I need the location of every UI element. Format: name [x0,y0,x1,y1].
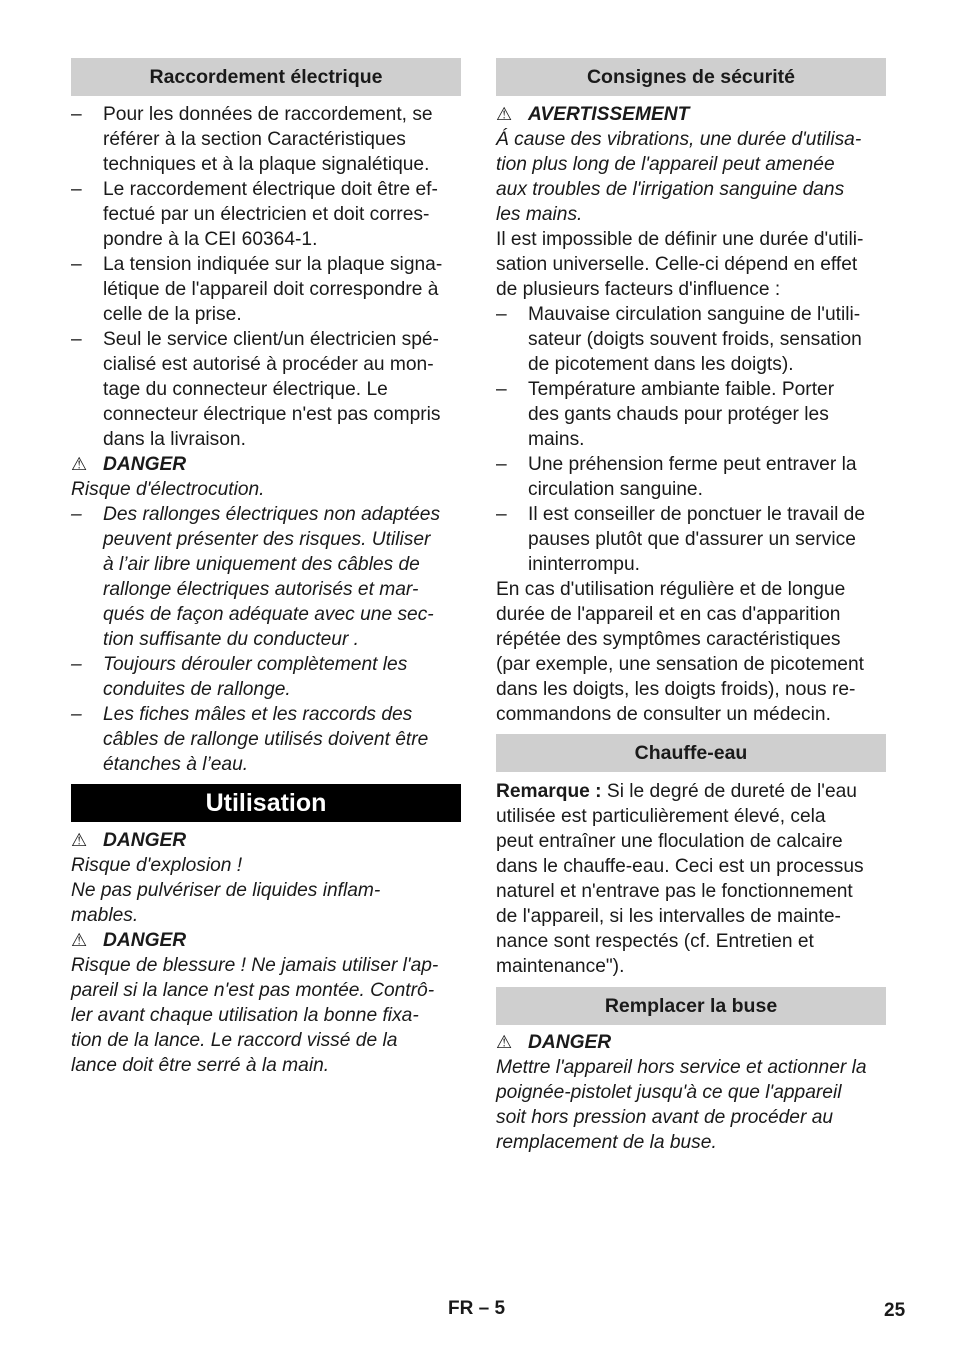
list-item: – Une préhension ferme peut entraver la circulation sanguine. [496,452,886,502]
danger-heading: ⚠ DANGER [71,930,187,951]
text-line: Une préhension ferme peut entraver la [528,454,857,475]
danger-text [71,853,461,928]
text-line: rallonge électriques autorisés et mar- [103,579,419,600]
text-line: peuvent présenter des risques. Utiliser [103,529,431,550]
text-line: pauses plutôt que d'assurer un service [528,529,856,550]
text-line: poignée-pistolet jusqu'à ce que l'appareil [496,1082,842,1103]
text-line: La tension indiquée sur la plaque signa- [103,254,443,275]
text-line: pareil si la lance n'est pas montée. Contrô- [71,980,435,1001]
text-line: remplacement de la buse. [496,1132,717,1153]
list-item: – La tension indiquée sur la plaque signa- létique de l'appareil doit correspondre à celle de la prise. [71,252,461,327]
text-line: celle de la prise. [103,304,242,325]
text-line: Le raccordement électrique doit être ef- [103,179,438,200]
warning-triangle-icon: ⚠ [71,830,88,850]
text-line: fectué par un électricien et doit corres- [103,204,430,225]
text-line: ler avant chaque utilisation la bonne fixa- [71,1005,419,1026]
text-line: En cas d'utilisation régulière et de longue [496,579,846,600]
page-number: 25 [884,1300,906,1321]
list-item: – Seul le service client/un électricien spé- cialisé est autorisé à procéder au mon- tage du connecteur électrique. Le connecteur électrique n'est pas compris dans la livraison. [71,327,461,452]
warning-heading: ⚠ AVERTISSEMENT [496,104,690,125]
text-line: Á cause des vibrations, une durée d'utilisa- [496,129,862,150]
right-column [496,58,886,1155]
text-line: Seul le service client/un électricien spé- [103,329,439,350]
text-line: qués de façon adéquate avec une sec- [103,604,434,625]
text-line: ininterrompu. [528,554,640,575]
text-line: Risque de blessure ! Ne jamais utiliser l'ap- [71,955,439,976]
danger-text [496,1055,886,1155]
text-line: Mettre l'appareil hors service et actionner la [496,1057,867,1078]
text-line: Toujours dérouler complètement les [103,654,408,675]
text-line: aux troubles de l'irrigation sanguine dans [496,179,845,200]
list-item: – Le raccordement électrique doit être ef- fectué par un électricien et doit corres- pondre à la CEI 60364-1. [71,177,461,252]
text-line: Des rallonges électriques non adaptées [103,504,441,525]
text-line: naturel et n'entrave pas le fonctionnement [496,881,853,902]
list-item: – Mauvaise circulation sanguine de l'utili- sateur (doigts souvent froids, sensation de picotement dans les doigts). [496,302,886,377]
text-line: cialisé est autorisé à procéder au mon- [103,354,434,375]
text-line: Température ambiante faible. Porter [528,379,835,400]
consignes-bullets [496,302,886,577]
paragraph [496,227,886,302]
text-line: Il est impossible de définir une durée d'utili- [496,229,864,250]
warning-triangle-icon: ⚠ [496,104,513,124]
paragraph [496,577,886,727]
text-line: de picotement dans les doigts). [528,354,794,375]
text-line: commandons de consulter un médecin. [496,704,831,725]
text-line: dans la livraison. [103,429,246,450]
text-line: sation universelle. Celle-ci dépend en effet [496,254,858,275]
text-line: techniques et à la plaque signalétique. [103,154,430,175]
section-title-utilisation: Utilisation [71,784,461,822]
text-line: tion plus long de l'appareil peut amenée [496,154,835,175]
list-item: – Pour les données de raccordement, se référer à la section Caractéristiques techniques et à la plaque signalétique. [71,102,461,177]
text-line: Pour les données de raccordement, se [103,104,433,125]
note-label: Remarque : [496,781,602,802]
text-line: les mains. [496,204,583,225]
text-line: de plusieurs facteurs d'influence : [496,279,781,300]
text-line: tion suffisante du conducteur . [103,629,359,650]
warning-triangle-icon: ⚠ [71,454,88,474]
text-line: circulation sanguine. [528,479,703,500]
warning-triangle-icon: ⚠ [71,930,88,950]
text-line: nance sont respectés (cf. Entretien et [496,931,814,952]
danger-bullets [71,502,461,777]
text-line: Les fiches mâles et les raccords des [103,704,413,725]
text-line: peut entraîner une floculation de calcaire [496,831,843,852]
text-line: durée de l'appareil et en cas d'apparition [496,604,841,625]
list-item: – Il est conseiller de ponctuer le travail de pauses plutôt que d'assurer un service ininterrompu. [496,502,886,577]
text-line: câbles de rallonge utilisés doivent être [103,729,429,750]
text-line: référer à la section Caractéristiques [103,129,406,150]
text-line: (par exemple, une sensation de picotement [496,654,864,675]
text-line: de l'appareil, si les intervalles de mainte- [496,906,841,927]
text-line: connecteur électrique n'est pas compris [103,404,441,425]
text-line: répétée des symptômes caractéristiques [496,629,841,650]
text-line: soit hors pression avant de procéder au [496,1107,834,1128]
text-line: à l’air libre uniquement des câbles de [103,554,420,575]
text-line: dans les doigts, les doigts froids), nous re- [496,679,856,700]
section-title-raccordement: Raccordement électrique [71,58,461,96]
note-text [496,804,886,979]
text-line: lance doit être serré à la main. [71,1055,330,1076]
warning-text [496,127,886,227]
text-line: tion de la lance. Le raccord vissé de la [71,1030,398,1051]
danger-heading: ⚠ DANGER [71,830,187,851]
section-title-consignes: Consignes de sécurité [496,58,886,96]
list-item: – Toujours dérouler complètement les conduites de rallonge. [71,652,461,702]
danger-intro: Risque d'électrocution. [71,479,265,500]
danger-heading: ⚠ DANGER [496,1032,612,1053]
text-line: sateur (doigts souvent froids, sensation [528,329,862,350]
text-line: Il est conseiller de ponctuer le travail de [528,504,866,525]
text-line: utilisée est particulièrement élevé, cela [496,806,826,827]
text-line: létique de l'appareil doit correspondre à [103,279,439,300]
text-line: tage du connecteur électrique. Le [103,379,388,400]
raccordement-bullets [71,102,461,452]
text-line: dans le chauffe-eau. Ceci est un processus [496,856,864,877]
text-line: mains. [528,429,585,450]
text-line: conduites de rallonge. [103,679,291,700]
text-line: maintenance"). [496,956,625,977]
warning-triangle-icon: ⚠ [496,1032,513,1052]
danger-heading: ⚠ DANGER [71,454,187,475]
note-first-line: Remarque : Si le degré de dureté de l'eau [496,781,857,802]
text-line: mables. [71,905,139,926]
text-line: Mauvaise circulation sanguine de l'utili- [528,304,861,325]
list-item: – Les fiches mâles et les raccords des câbles de rallonge utilisés doivent être étanches à l’eau. [71,702,461,777]
list-item: – Température ambiante faible. Porter des gants chauds pour protéger les mains. [496,377,886,452]
text-line: des gants chauds pour protéger les [528,404,829,425]
left-column [71,58,461,1078]
footer-section-label: FR – 5 [448,1298,506,1319]
danger-text [71,953,461,1078]
text-line: Ne pas pulvériser de liquides inflam- [71,880,381,901]
list-item: – Des rallonges électriques non adaptées peuvent présenter des risques. Utiliser à l’air libre uniquement des câbles de rallonge électriques autorisés et mar- qués de façon adéquate avec une sec- tion suffisante du conducteur . [71,502,461,652]
text-line: étanches à l’eau. [103,754,249,775]
section-title-remplacer-buse: Remplacer la buse [496,987,886,1025]
text-line: pondre à la CEI 60364-1. [103,229,318,250]
section-title-chauffe-eau: Chauffe-eau [496,734,886,772]
text-line: Risque d'explosion ! [71,855,243,876]
